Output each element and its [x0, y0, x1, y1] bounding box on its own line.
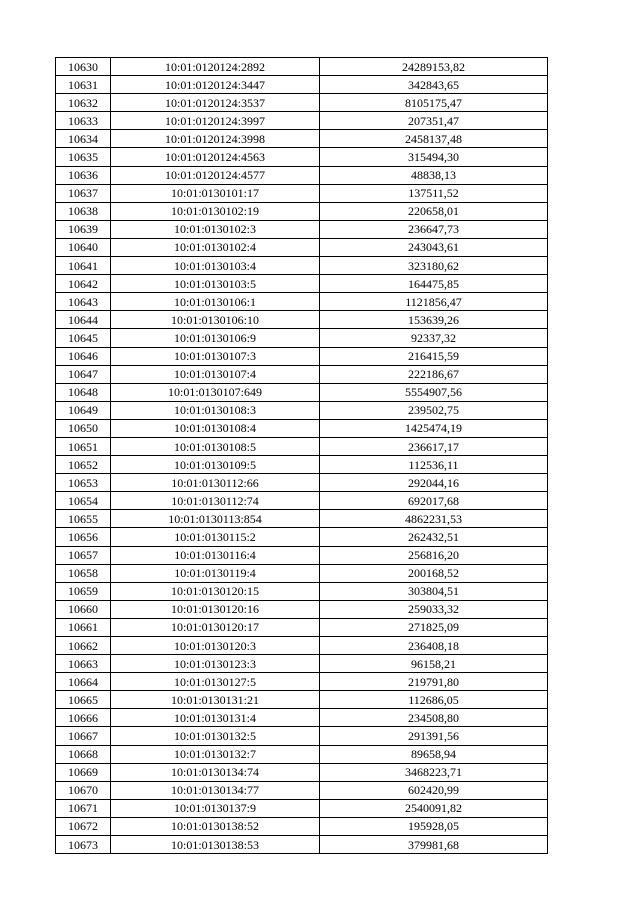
row-number-cell: 10662 — [56, 637, 111, 655]
row-number-cell: 10651 — [56, 437, 111, 455]
table-body — [56, 58, 548, 854]
row-number-cell: 10640 — [56, 238, 111, 256]
row-number-cell: 10673 — [56, 836, 111, 854]
row-number-cell: 10654 — [56, 492, 111, 510]
row-number-cell: 10641 — [56, 257, 111, 275]
cadastral-value-cell: 219791,80 — [320, 673, 548, 691]
table-row — [56, 94, 548, 112]
row-number-cell: 10661 — [56, 618, 111, 636]
table-row — [56, 184, 548, 202]
row-number-cell: 10638 — [56, 202, 111, 220]
table-row — [56, 618, 548, 636]
row-number-cell: 10643 — [56, 293, 111, 311]
row-number-cell: 10652 — [56, 456, 111, 474]
table-row — [56, 130, 548, 148]
table-row — [56, 709, 548, 727]
table-row — [56, 112, 548, 130]
row-number-cell: 10663 — [56, 655, 111, 673]
cadastral-value-cell: 89658,94 — [320, 745, 548, 763]
cadastral-value-cell: 291391,56 — [320, 727, 548, 745]
cadastral-number-cell: 10:01:0130119:4 — [111, 564, 320, 582]
cadastral-value-cell: 24289153,82 — [320, 58, 548, 76]
cadastral-value-cell: 112536,11 — [320, 456, 548, 474]
table-row — [56, 401, 548, 419]
cadastral-number-cell: 10:01:0130108:4 — [111, 419, 320, 437]
cadastral-number-cell: 10:01:0130106:1 — [111, 293, 320, 311]
row-number-cell: 10630 — [56, 58, 111, 76]
row-number-cell: 10664 — [56, 673, 111, 691]
table-row — [56, 166, 548, 184]
cadastral-value-cell: 3468223,71 — [320, 763, 548, 781]
row-number-cell: 10653 — [56, 474, 111, 492]
cadastral-number-cell: 10:01:0130113:854 — [111, 510, 320, 528]
cadastral-number-cell: 10:01:0130116:4 — [111, 546, 320, 564]
cadastral-value-cell: 164475,85 — [320, 275, 548, 293]
cadastral-value-cell: 5554907,56 — [320, 383, 548, 401]
row-number-cell: 10650 — [56, 419, 111, 437]
table-row — [56, 836, 548, 854]
table-row — [56, 58, 548, 76]
cadastral-number-cell: 10:01:0120124:2892 — [111, 58, 320, 76]
cadastral-number-cell: 10:01:0120124:3537 — [111, 94, 320, 112]
row-number-cell: 10649 — [56, 401, 111, 419]
cadastral-number-cell: 10:01:0130134:77 — [111, 781, 320, 799]
cadastral-value-cell: 292044,16 — [320, 474, 548, 492]
table-row — [56, 637, 548, 655]
cadastral-number-cell: 10:01:0130107:4 — [111, 365, 320, 383]
cadastral-number-cell: 10:01:0130115:2 — [111, 528, 320, 546]
cadastral-number-cell: 10:01:0130102:3 — [111, 220, 320, 238]
table-row — [56, 148, 548, 166]
cadastral-value-cell: 195928,05 — [320, 817, 548, 835]
row-number-cell: 10658 — [56, 564, 111, 582]
cadastral-number-cell: 10:01:0130120:16 — [111, 600, 320, 618]
row-number-cell: 10657 — [56, 546, 111, 564]
cadastral-value-cell: 137511,52 — [320, 184, 548, 202]
cadastral-value-cell: 153639,26 — [320, 311, 548, 329]
table-row — [56, 510, 548, 528]
table-row — [56, 781, 548, 799]
row-number-cell: 10633 — [56, 112, 111, 130]
cadastral-value-cell: 1121856,47 — [320, 293, 548, 311]
cadastral-value-cell: 4862231,53 — [320, 510, 548, 528]
cadastral-value-cell: 96158,21 — [320, 655, 548, 673]
cadastral-number-cell: 10:01:0130102:4 — [111, 238, 320, 256]
row-number-cell: 10642 — [56, 275, 111, 293]
table-row — [56, 437, 548, 455]
table-row — [56, 220, 548, 238]
cadastral-value-cell: 323180,62 — [320, 257, 548, 275]
table-row — [56, 419, 548, 437]
cadastral-number-cell: 10:01:0130131:21 — [111, 691, 320, 709]
table-row — [56, 456, 548, 474]
row-number-cell: 10660 — [56, 600, 111, 618]
row-number-cell: 10666 — [56, 709, 111, 727]
cadastral-number-cell: 10:01:0120124:4563 — [111, 148, 320, 166]
row-number-cell: 10665 — [56, 691, 111, 709]
cadastral-number-cell: 10:01:0130112:74 — [111, 492, 320, 510]
cadastral-value-cell: 2540091,82 — [320, 799, 548, 817]
row-number-cell: 10672 — [56, 817, 111, 835]
cadastral-value-cell: 692017,68 — [320, 492, 548, 510]
cadastral-number-cell: 10:01:0130107:3 — [111, 347, 320, 365]
table-row — [56, 799, 548, 817]
cadastral-number-cell: 10:01:0130106:9 — [111, 329, 320, 347]
cadastral-value-cell: 259033,32 — [320, 600, 548, 618]
cadastral-value-cell: 8105175,47 — [320, 94, 548, 112]
table-row — [56, 365, 548, 383]
row-number-cell: 10635 — [56, 148, 111, 166]
cadastral-number-cell: 10:01:0130123:3 — [111, 655, 320, 673]
cadastral-number-cell: 10:01:0130108:3 — [111, 401, 320, 419]
cadastral-number-cell: 10:01:0130108:5 — [111, 437, 320, 455]
cadastral-number-cell: 10:01:0120124:4577 — [111, 166, 320, 184]
table-row — [56, 238, 548, 256]
cadastral-number-cell: 10:01:0130103:5 — [111, 275, 320, 293]
cadastral-number-cell: 10:01:0130109:5 — [111, 456, 320, 474]
cadastral-number-cell: 10:01:0130131:4 — [111, 709, 320, 727]
cadastral-value-cell: 379981,68 — [320, 836, 548, 854]
cadastral-value-cell: 222186,67 — [320, 365, 548, 383]
cadastral-value-cell: 243043,61 — [320, 238, 548, 256]
row-number-cell: 10655 — [56, 510, 111, 528]
table-row — [56, 383, 548, 401]
table-row — [56, 329, 548, 347]
row-number-cell: 10639 — [56, 220, 111, 238]
row-number-cell: 10632 — [56, 94, 111, 112]
row-number-cell: 10669 — [56, 763, 111, 781]
table-row — [56, 492, 548, 510]
row-number-cell: 10634 — [56, 130, 111, 148]
row-number-cell: 10668 — [56, 745, 111, 763]
row-number-cell: 10648 — [56, 383, 111, 401]
cadastral-number-cell: 10:01:0130138:53 — [111, 836, 320, 854]
cadastral-value-cell: 200168,52 — [320, 564, 548, 582]
row-number-cell: 10647 — [56, 365, 111, 383]
cadastral-value-cell: 236408,18 — [320, 637, 548, 655]
row-number-cell: 10637 — [56, 184, 111, 202]
cadastral-number-cell: 10:01:0120124:3447 — [111, 76, 320, 94]
table-row — [56, 817, 548, 835]
cadastral-number-cell: 10:01:0130134:74 — [111, 763, 320, 781]
table-row — [56, 673, 548, 691]
row-number-cell: 10656 — [56, 528, 111, 546]
row-number-cell: 10659 — [56, 582, 111, 600]
cadastral-value-cell: 236647,73 — [320, 220, 548, 238]
table-row — [56, 691, 548, 709]
table-row — [56, 202, 548, 220]
cadastral-value-cell: 239502,75 — [320, 401, 548, 419]
table-row — [56, 474, 548, 492]
cadastral-number-cell: 10:01:0130120:3 — [111, 637, 320, 655]
cadastral-number-cell: 10:01:0120124:3998 — [111, 130, 320, 148]
cadastral-number-cell: 10:01:0130112:66 — [111, 474, 320, 492]
table-row — [56, 76, 548, 94]
cadastral-value-cell: 236617,17 — [320, 437, 548, 455]
cadastral-value-cell: 48838,13 — [320, 166, 548, 184]
cadastral-number-cell: 10:01:0130137:9 — [111, 799, 320, 817]
cadastral-number-cell: 10:01:0130138:52 — [111, 817, 320, 835]
table-row — [56, 745, 548, 763]
cadastral-value-cell: 342843,65 — [320, 76, 548, 94]
cadastral-value-table — [55, 57, 548, 854]
table-row — [56, 600, 548, 618]
cadastral-number-cell: 10:01:0130132:7 — [111, 745, 320, 763]
row-number-cell: 10645 — [56, 329, 111, 347]
cadastral-value-cell: 207351,47 — [320, 112, 548, 130]
table-row — [56, 528, 548, 546]
table-row — [56, 257, 548, 275]
table-row — [56, 293, 548, 311]
row-number-cell: 10670 — [56, 781, 111, 799]
row-number-cell: 10667 — [56, 727, 111, 745]
table-row — [56, 582, 548, 600]
cadastral-number-cell: 10:01:0120124:3997 — [111, 112, 320, 130]
cadastral-value-cell: 262432,51 — [320, 528, 548, 546]
cadastral-value-cell: 271825,09 — [320, 618, 548, 636]
cadastral-number-cell: 10:01:0130102:19 — [111, 202, 320, 220]
row-number-cell: 10636 — [56, 166, 111, 184]
cadastral-number-cell: 10:01:0130101:17 — [111, 184, 320, 202]
table-row — [56, 655, 548, 673]
cadastral-value-cell: 92337,32 — [320, 329, 548, 347]
cadastral-value-cell: 256816,20 — [320, 546, 548, 564]
table-row — [56, 347, 548, 365]
row-number-cell: 10644 — [56, 311, 111, 329]
cadastral-number-cell: 10:01:0130127:5 — [111, 673, 320, 691]
table-row — [56, 275, 548, 293]
cadastral-number-cell: 10:01:0130120:17 — [111, 618, 320, 636]
cadastral-value-cell: 602420,99 — [320, 781, 548, 799]
cadastral-value-cell: 315494,30 — [320, 148, 548, 166]
table-row — [56, 546, 548, 564]
cadastral-value-cell: 112686,05 — [320, 691, 548, 709]
cadastral-number-cell: 10:01:0130132:5 — [111, 727, 320, 745]
cadastral-number-cell: 10:01:0130120:15 — [111, 582, 320, 600]
cadastral-value-cell: 1425474,19 — [320, 419, 548, 437]
cadastral-number-cell: 10:01:0130106:10 — [111, 311, 320, 329]
cadastral-number-cell: 10:01:0130103:4 — [111, 257, 320, 275]
table-row — [56, 311, 548, 329]
cadastral-number-cell: 10:01:0130107:649 — [111, 383, 320, 401]
table-row — [56, 763, 548, 781]
cadastral-value-cell: 2458137,48 — [320, 130, 548, 148]
cadastral-value-cell: 303804,51 — [320, 582, 548, 600]
table-row — [56, 727, 548, 745]
table-row — [56, 564, 548, 582]
row-number-cell: 10646 — [56, 347, 111, 365]
cadastral-value-cell: 234508,80 — [320, 709, 548, 727]
row-number-cell: 10671 — [56, 799, 111, 817]
row-number-cell: 10631 — [56, 76, 111, 94]
cadastral-value-cell: 216415,59 — [320, 347, 548, 365]
cadastral-value-cell: 220658,01 — [320, 202, 548, 220]
